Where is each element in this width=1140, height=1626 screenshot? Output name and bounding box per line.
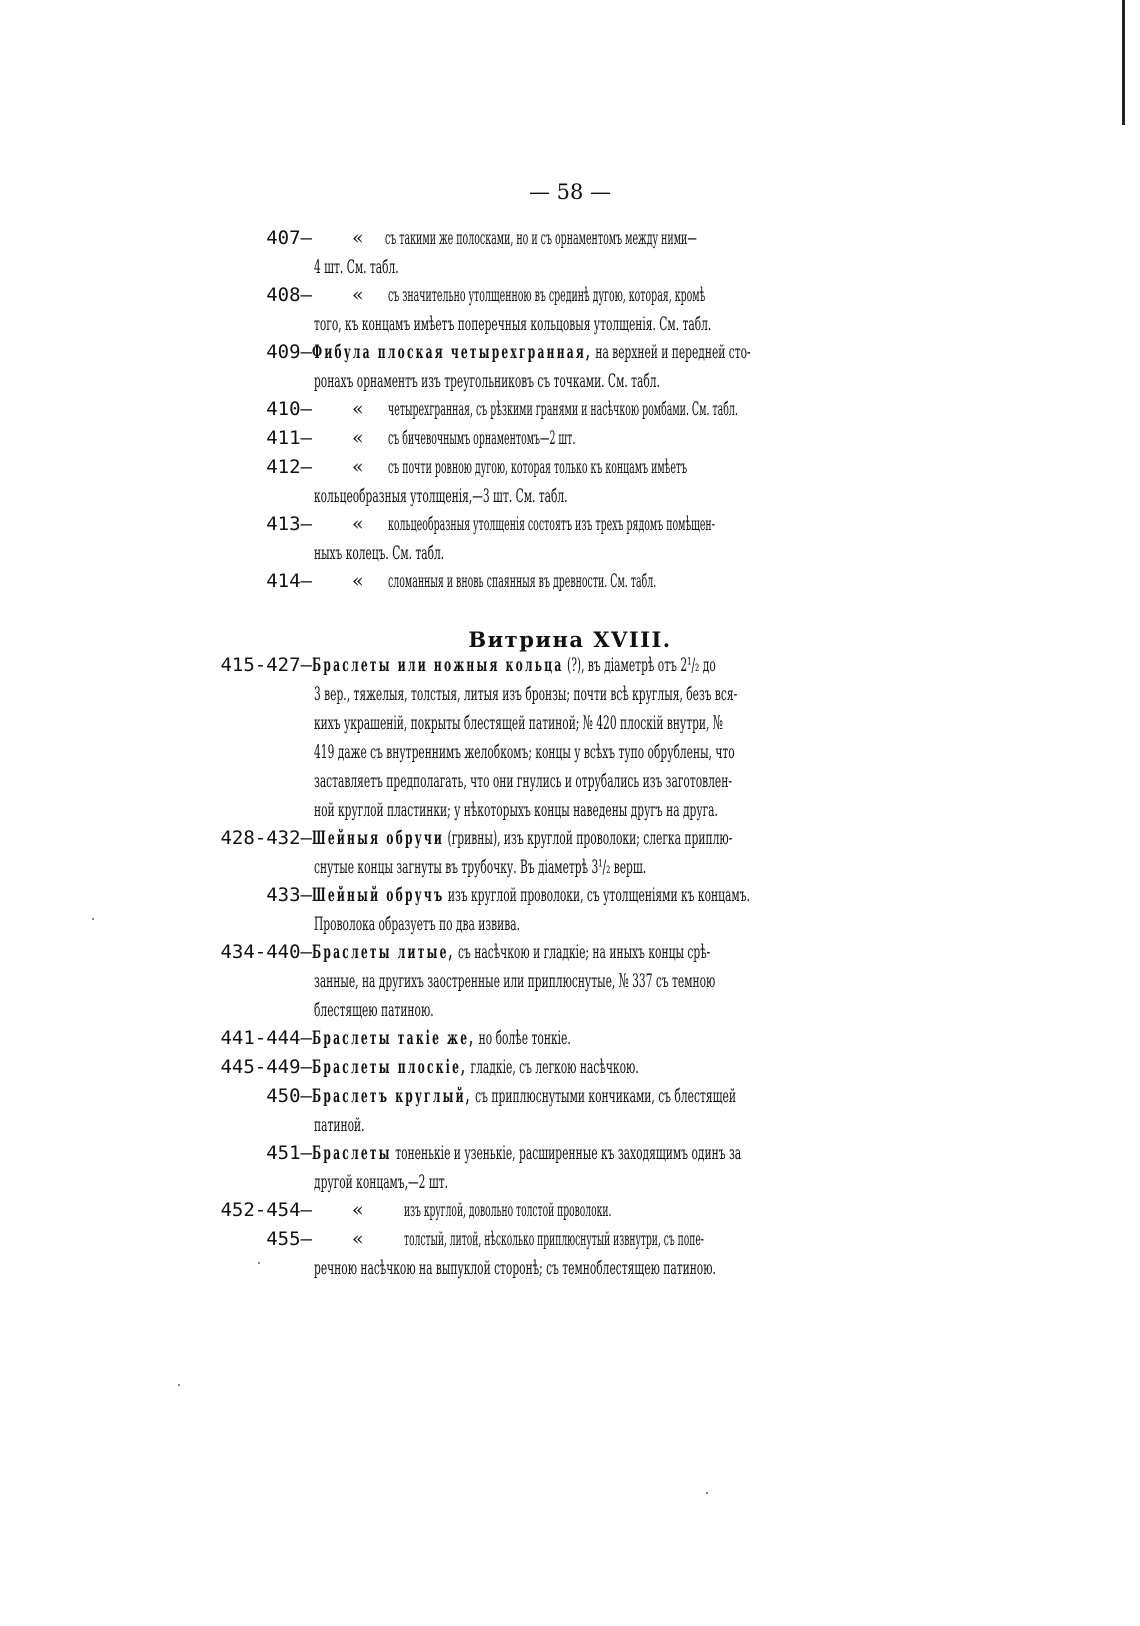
entry-text: четырехгранная, съ рѣзкими гранями и насѣчкою ромбами. См. табл. bbox=[388, 398, 738, 420]
catalog-entry bbox=[0, 395, 1140, 424]
entry-text: блестящею патиною. bbox=[314, 999, 434, 1021]
catalog-entry bbox=[0, 567, 1140, 596]
entry-text-line bbox=[388, 424, 952, 453]
ditto-mark: « bbox=[352, 284, 364, 306]
entry-text-line bbox=[314, 253, 952, 282]
ditto-mark: « bbox=[352, 1199, 364, 1221]
ditto-mark: « bbox=[352, 570, 364, 592]
entry-text-line bbox=[314, 310, 952, 339]
entry-text: сломанныя и вновь спаянныя въ древности. См. табл. bbox=[388, 570, 657, 592]
catalog-entry bbox=[0, 281, 1140, 339]
entry-text-line bbox=[314, 680, 954, 709]
entry-lead-term: Браслеты литые, bbox=[312, 941, 455, 963]
entry-number: 410— bbox=[266, 398, 312, 420]
entry-lead-term: Браслеты bbox=[312, 1142, 392, 1164]
entry-text-line bbox=[312, 881, 954, 910]
entry-text-line bbox=[388, 395, 952, 424]
catalog-entry bbox=[0, 1053, 1140, 1082]
entry-text-line bbox=[314, 709, 954, 738]
entry-text-line bbox=[314, 1168, 954, 1197]
entry-text-line bbox=[312, 824, 954, 853]
entry-number: 411— bbox=[266, 427, 312, 449]
scan-speck bbox=[706, 1492, 708, 1494]
entry-text-line bbox=[314, 996, 954, 1025]
entry-text: ронахъ орнаментъ изъ треугольниковъ съ точками. См. табл. bbox=[314, 370, 660, 392]
entry-text-line bbox=[314, 796, 954, 825]
entry-text-line bbox=[312, 938, 954, 967]
entry-number: 452-454— bbox=[220, 1199, 312, 1221]
entry-text-line bbox=[312, 1024, 954, 1053]
entry-text-line bbox=[388, 281, 952, 310]
entry-text-line bbox=[314, 482, 952, 511]
entry-text: речною насѣчкою на выпуклой сторонѣ; съ темноблестящею патиною. bbox=[314, 1257, 716, 1279]
entry-number: 433— bbox=[266, 884, 312, 906]
catalog-entry bbox=[0, 453, 1140, 511]
entry-text: съ такими же полосками, но и съ орнаментомъ между ними— bbox=[385, 227, 697, 249]
entry-text: кихъ украшеній, покрыты блестящей патиной; № 420 плоскій внутри, № bbox=[314, 712, 723, 734]
entry-text-line bbox=[312, 1053, 954, 1082]
catalog-entry bbox=[0, 824, 1140, 882]
catalog-entry bbox=[0, 651, 1140, 825]
entry-number: 441-444— bbox=[220, 1027, 312, 1049]
entry-lead-term: Шейный обручъ bbox=[312, 884, 445, 906]
catalog-entry bbox=[0, 881, 1140, 939]
entry-text-line bbox=[388, 453, 952, 482]
entry-text-line bbox=[314, 910, 954, 939]
catalog-entry bbox=[0, 938, 1140, 1025]
entry-text: кольцеобразныя утолщенія состоятъ изъ трехъ рядомъ помѣщен- bbox=[388, 513, 715, 535]
entry-text: (?), въ діаметрѣ отъ 2¹/₂ до bbox=[563, 654, 716, 676]
entry-text-line bbox=[385, 224, 952, 253]
ditto-mark: « bbox=[352, 398, 364, 420]
entry-text: Проволока образуетъ по два извива. bbox=[314, 913, 521, 935]
entry-lead-term: Браслеты плоскіе, bbox=[312, 1056, 468, 1078]
entry-text: изъ круглой, довольно толстой проволоки. bbox=[404, 1199, 612, 1221]
entry-text: 3 вер., тяжелыя, толстыя, литыя изъ бронзы; почти всѣ круглыя, безъ вся- bbox=[314, 683, 738, 705]
entry-lead-term: Браслетъ круглый, bbox=[312, 1085, 472, 1107]
entry-number: 412— bbox=[266, 456, 312, 478]
entry-text: снутые концы загнуты въ трубочку. Въ діаметрѣ 3¹/₂ верш. bbox=[314, 856, 647, 878]
entry-text-line bbox=[312, 651, 954, 680]
ditto-mark: « bbox=[352, 427, 364, 449]
entry-number: 408— bbox=[266, 284, 312, 306]
catalog-entry bbox=[0, 510, 1140, 568]
catalog-entry bbox=[0, 224, 1140, 282]
entry-text: ной круглой пластинки; у нѣкоторыхъ концы наведены другъ на друга. bbox=[314, 799, 718, 821]
entry-text: толстый, литой, нѣсколько приплюснутый извнутри, съ попе- bbox=[404, 1228, 704, 1250]
scan-speck bbox=[178, 1384, 180, 1386]
entry-text: заставляетъ предполагать, что они гнулись и отрубались изъ заготовлен- bbox=[314, 770, 732, 792]
entry-text-line bbox=[388, 510, 952, 539]
entry-text: на верхней и передней сто- bbox=[591, 341, 751, 363]
entry-text-line bbox=[314, 738, 954, 767]
catalog-entry bbox=[0, 1196, 1140, 1225]
entry-text: изъ круглой проволоки, съ утолщеніями къ концамъ. bbox=[444, 884, 750, 906]
entry-text-line bbox=[312, 1139, 954, 1168]
entry-text: съ значительно утолщенною въ срединѣ дугою, которая, кромѣ bbox=[388, 284, 706, 306]
entry-lead-term: Браслеты такіе же, bbox=[312, 1027, 476, 1049]
page-edge-line bbox=[1122, 0, 1125, 125]
catalog-entry bbox=[0, 424, 1140, 453]
entry-text: 419 даже съ внутреннимъ желобкомъ; концы у всѣхъ тупо обрублены, что bbox=[314, 741, 735, 763]
entry-number: 428-432— bbox=[220, 827, 312, 849]
entry-text: тоненькіе и узенькіе, расширенные къ заходящимъ одинъ за bbox=[391, 1142, 742, 1164]
ditto-mark: « bbox=[352, 456, 364, 478]
entry-number: 407— bbox=[266, 227, 312, 249]
entry-text: занные, на другихъ заостренные или приплюснутые, № 337 съ темною bbox=[314, 970, 716, 992]
entry-lead-term: Фибула плоская четырехгранная, bbox=[312, 341, 592, 363]
entry-number: 445-449— bbox=[220, 1056, 312, 1078]
scan-speck bbox=[258, 1262, 260, 1264]
entry-text-line bbox=[314, 539, 952, 568]
catalog-entry bbox=[0, 338, 1140, 396]
entry-text-line bbox=[314, 967, 954, 996]
catalog-entry bbox=[0, 1082, 1140, 1140]
entry-number: 455— bbox=[266, 1228, 312, 1250]
entry-text: съ почти ровною дугою, которая только къ концамъ имѣетъ bbox=[388, 456, 688, 478]
catalog-entry bbox=[0, 1139, 1140, 1197]
entry-text: ныхъ колецъ. См. табл. bbox=[314, 542, 445, 564]
entry-text: съ бичевочнымъ орнаментомъ—2 шт. bbox=[388, 427, 576, 449]
entry-text: съ насѣчкою и гладкіе; на иныхъ концы срѣ- bbox=[454, 941, 711, 963]
catalog-entry bbox=[0, 1225, 1140, 1283]
entry-text: патиной. bbox=[314, 1114, 365, 1136]
entry-text: того, къ концамъ имѣетъ поперечныя кольцовыя утолщенія. См. табл. bbox=[314, 313, 712, 335]
entry-text-line bbox=[312, 338, 952, 367]
entry-text-line bbox=[314, 1254, 954, 1283]
entry-text: кольцеобразныя утолщенія,—3 шт. См. табл. bbox=[314, 485, 568, 507]
entry-text-line bbox=[312, 1082, 954, 1111]
entry-text-line bbox=[314, 853, 954, 882]
ditto-mark: « bbox=[352, 1228, 364, 1250]
entry-text: другой концамъ,—2 шт. bbox=[314, 1171, 449, 1193]
section-heading: Витрина XVIII. bbox=[468, 627, 672, 652]
entry-text-line bbox=[314, 767, 954, 796]
entry-text-line bbox=[404, 1196, 953, 1225]
entry-text-line bbox=[388, 567, 952, 596]
ditto-mark: « bbox=[352, 513, 364, 535]
entry-text-line bbox=[404, 1225, 953, 1254]
scan-speck bbox=[92, 918, 94, 920]
entry-text-line bbox=[314, 367, 952, 396]
entry-text: 4 шт. См. табл. bbox=[314, 256, 399, 278]
entry-lead-term: Шейныя обручи bbox=[312, 827, 445, 849]
entry-number: 451— bbox=[266, 1142, 312, 1164]
entry-number: 409— bbox=[266, 341, 312, 363]
entry-text-line bbox=[314, 1111, 954, 1140]
entry-lead-term: Браслеты или ножныя кольца bbox=[312, 654, 564, 676]
entry-text: но болѣе тонкіе. bbox=[475, 1027, 571, 1049]
entry-text: (гривны), изъ круглой проволоки; слегка приплю- bbox=[444, 827, 733, 849]
catalog-entry bbox=[0, 1024, 1140, 1053]
ditto-mark: « bbox=[352, 227, 364, 249]
entry-text: гладкіе, съ легкою насѣчкою. bbox=[467, 1056, 639, 1078]
page-number: — 58 — bbox=[528, 180, 612, 204]
entry-number: 413— bbox=[266, 513, 312, 535]
entry-number: 434-440— bbox=[220, 941, 312, 963]
entry-number: 414— bbox=[266, 570, 312, 592]
entry-number: 450— bbox=[266, 1085, 312, 1107]
entry-number: 415-427— bbox=[220, 654, 312, 676]
entry-text: съ приплюснутыми кончиками, съ блестящей bbox=[471, 1085, 737, 1107]
